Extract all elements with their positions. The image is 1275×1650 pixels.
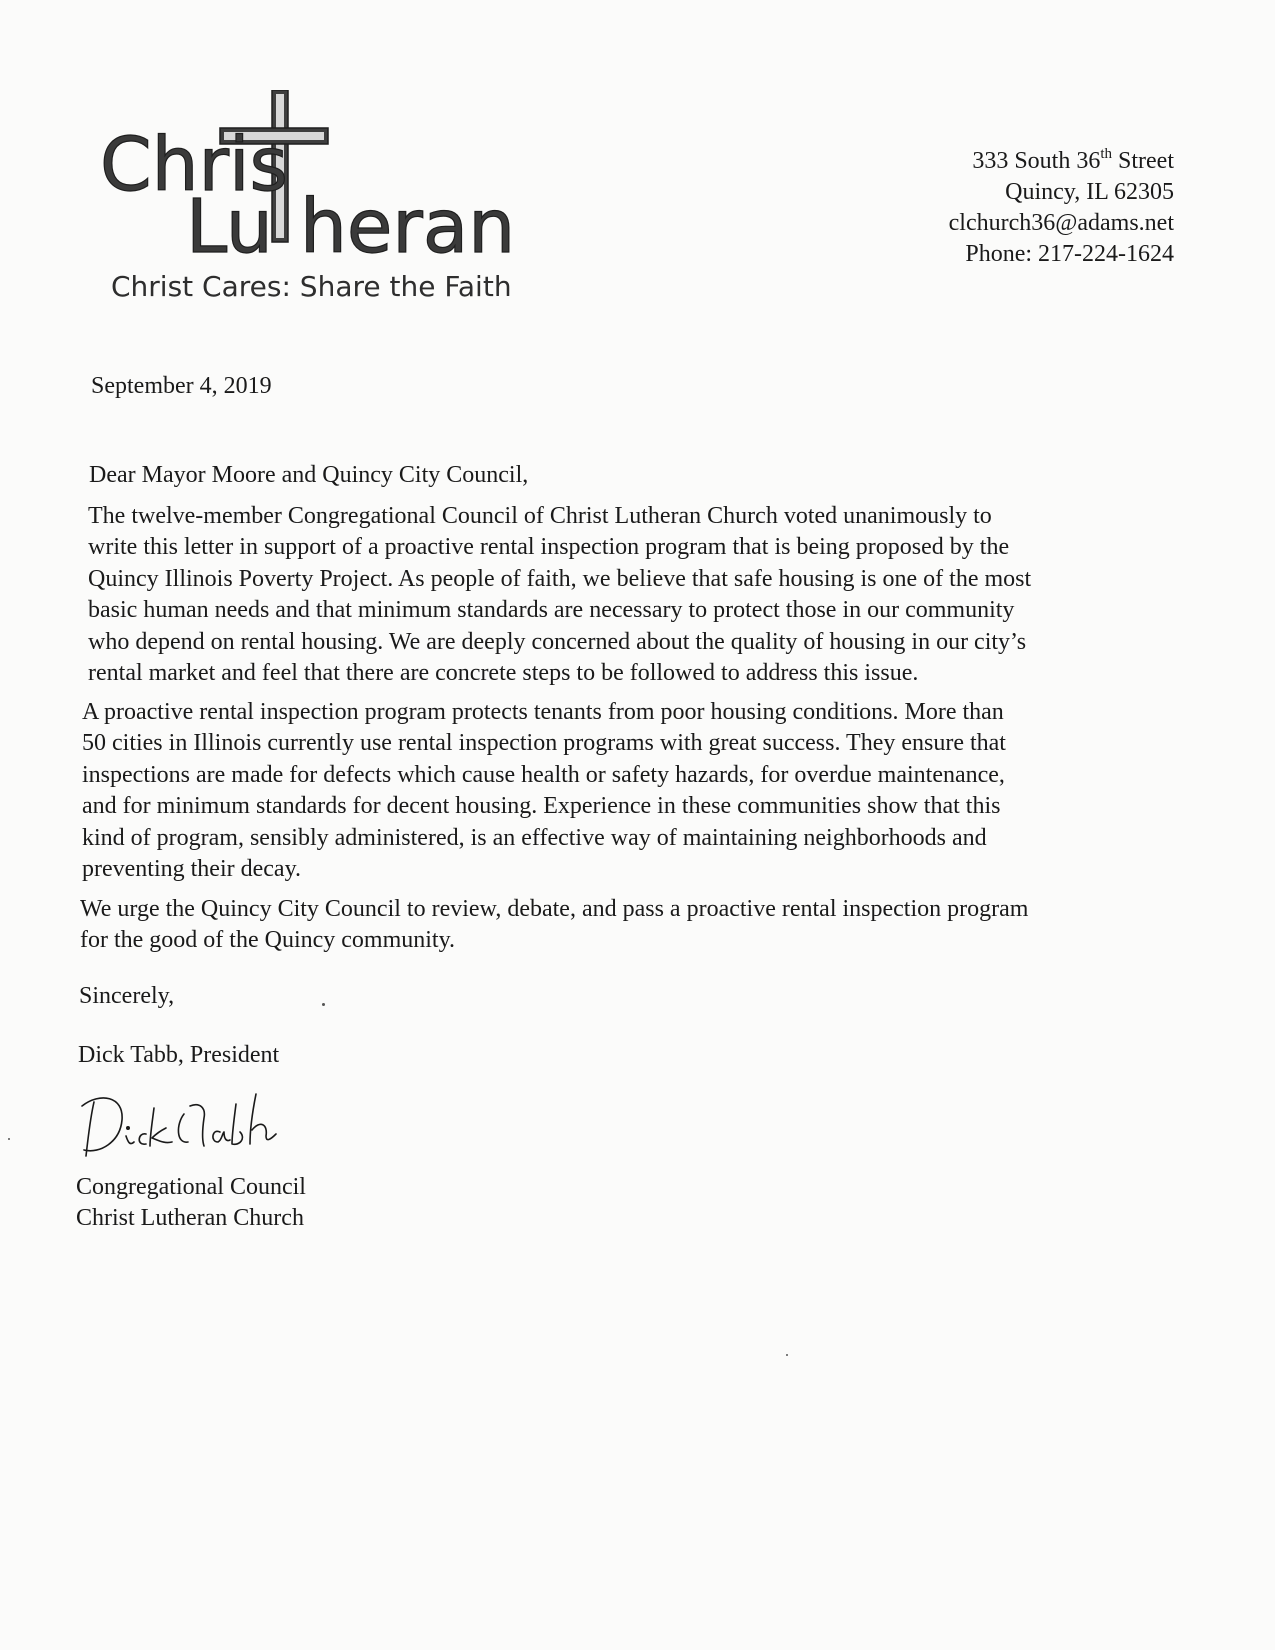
logo-word-chris: Chris (100, 122, 289, 208)
paragraph-line: Quincy Illinois Poverty Project. As people of faith, we believe that safe housing is one of the most (88, 565, 1032, 592)
letter-closing: Sincerely, (79, 983, 175, 1009)
street-number: 333 South 36 (972, 148, 1101, 174)
letter-salutation: Dear Mayor Moore and Quincy City Council, (89, 462, 529, 488)
paragraph-line: inspections are made for defects which cause health or safety hazards, for overdue maintenance, (82, 761, 1005, 788)
logo-word-lu: Lu (186, 184, 273, 270)
paragraph-line: A proactive rental inspection program protects tenants from poor housing conditions. More than (82, 699, 1004, 725)
org-line-church: Christ Lutheran Church (76, 1205, 304, 1231)
church-tagline: Christ Cares: Share the Faith (111, 270, 512, 303)
handwritten-signature (80, 1084, 310, 1164)
paragraph-line: and for minimum standards for decent housing. Experience in these communities show that this (82, 793, 1001, 820)
paragraph-2 (82, 697, 1006, 885)
paragraph-line: write this letter in support of a proactive rental inspection program that is being proposed by the (88, 534, 1010, 561)
letter-date: September 4, 2019 (91, 373, 272, 399)
paragraph-line: 50 cities in Illinois currently use rental inspection programs with great success. They ensure that (82, 730, 1006, 757)
paragraph-line: for the good of the Quincy community. (80, 927, 456, 954)
paragraph-line: rental market and feel that there are concrete steps to be followed to address this issue. (88, 660, 919, 687)
logo-word-heran: heran (300, 184, 516, 270)
address-city: Quincy, IL 62305 (1005, 179, 1174, 205)
paragraph-line: basic human needs and that minimum standards are necessary to protect those in our community (88, 597, 1015, 624)
scan-speck (786, 1354, 788, 1356)
address-phone: Phone: 217-224-1624 (965, 241, 1174, 267)
church-address (949, 146, 1174, 270)
scan-speck (8, 1138, 10, 1140)
signer-name: Dick Tabb, President (78, 1042, 280, 1068)
address-email: clchurch36@adams.net (948, 210, 1174, 236)
paragraph-3 (80, 894, 1028, 957)
paragraph-1 (88, 501, 1031, 689)
paragraph-line: The twelve-member Congregational Council of Christ Lutheran Church voted unanimously to (88, 503, 992, 529)
paragraph-line: preventing their decay. (82, 856, 302, 883)
paragraph-line: who depend on rental housing. We are deeply concerned about the quality of housing in our city’s (88, 628, 1027, 655)
address-street (949, 146, 1174, 177)
street-ordinal: th (1100, 146, 1113, 162)
street-name: Street (1112, 148, 1174, 174)
scan-speck (322, 1003, 325, 1006)
paragraph-line: We urge the Quincy City Council to review, debate, and pass a proactive rental inspection program (80, 896, 1029, 922)
paragraph-line: kind of program, sensibly administered, is an effective way of maintaining neighborhoods and (82, 824, 987, 851)
org-line-council: Congregational Council (76, 1174, 306, 1200)
